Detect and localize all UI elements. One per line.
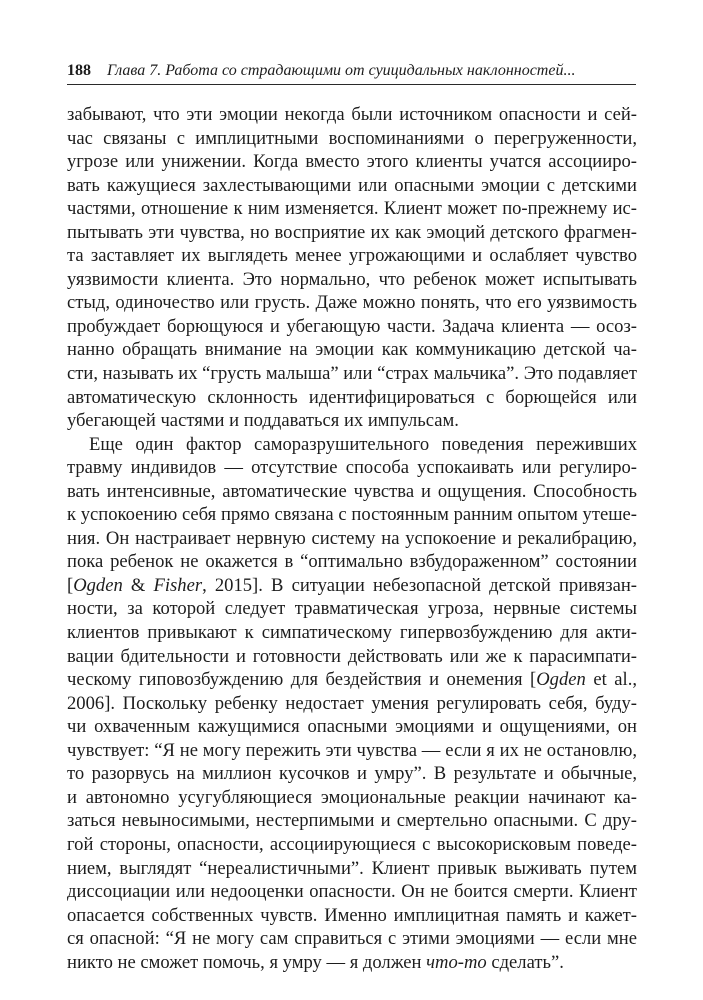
text-line: ния. Он настраивает нервную систему на успокоение и рекалибрацию,: [67, 527, 637, 549]
text-line: вать кажущиеся захлестывающими или опасными эмоции с детскими: [67, 174, 637, 196]
page-number: 188: [67, 62, 91, 79]
text-line: частями, отношение к ним изменяется. Клиент может по-прежнему ис-: [67, 198, 637, 220]
chapter-title: Глава 7. Работа со страдающими от суицидальных наклонностей...: [107, 62, 576, 79]
paragraph: [67, 103, 637, 433]
text-line: [Ogden & Fisher, 2015]. В ситуации небезопасной детской привязан-: [67, 574, 637, 596]
text-line: Еще один фактор саморазрушительного поведения переживших: [89, 433, 637, 455]
text-line: никто не сможет помочь, я умру — я должен что-то сделать”.: [67, 951, 564, 973]
text-line: нанно обращать внимание на эмоции как коммуникацию детской ча-: [67, 339, 637, 361]
text-line: заться невыносимыми, нестерпимыми и смертельно опасными. С дру-: [67, 810, 637, 832]
text-line: гой стороны, опасности, ассоциирующиеся с высокорисковым поведе-: [67, 833, 637, 855]
text-line: чувствует: “Я не могу пережить эти чувства — если я их не остановлю,: [67, 739, 637, 761]
text-line: диссоциации или недооценки опасности. Он не боится смерти. Клиент: [67, 881, 637, 903]
text-line: вации бдительности и готовности действовать или же к парасимпати-: [67, 645, 637, 667]
text-line: убегающей частями и поддаваться их импульсам.: [67, 410, 459, 432]
text-line: то разорвусь на миллион кусочков и умру”. В результате и обычные,: [67, 763, 637, 785]
paragraph: [67, 433, 637, 975]
body-text: [67, 103, 637, 974]
text-line: ческому гиповозбуждению для бездействия и онемения [Ogden et al.,: [67, 669, 637, 691]
text-line: вать интенсивные, автоматические чувства и ощущения. Способность: [67, 480, 637, 502]
text-line: ся опасной: “Я не могу сам справиться с этими эмоциями — если мне: [67, 928, 637, 950]
text-line: к успокоению себя прямо связана с постоянным ранним опытом утеше-: [67, 504, 637, 526]
text-line: 2006]. Поскольку ребенку недостает умения регулировать себя, буду-: [67, 692, 637, 714]
text-line: травму индивидов — отсутствие способа успокаивать или регулиро-: [67, 457, 637, 479]
text-line: ности, за которой следует травматическая угроза, нервные системы: [67, 598, 637, 620]
text-line: клиентов привыкают к симпатическому гипервозбуждению для акти-: [67, 622, 637, 644]
text-line: и автономно усугубляющиеся эмоциональные реакции начинают ка-: [67, 786, 637, 808]
text-line: нием, выглядят “нереалистичными”. Клиент привык выживать путем: [67, 857, 637, 879]
text-line: та заставляет их выглядеть менее угрожающими и ослабляет чувство: [67, 245, 637, 267]
running-head: [67, 60, 636, 85]
text-line: опасается собственных чувств. Именно имплицитная память и кажет-: [67, 904, 637, 926]
text-line: час связаны с имплицитными воспоминаниями о перегруженности,: [67, 127, 637, 149]
text-line: забывают, что эти эмоции некогда были источником опасности и сей-: [67, 104, 637, 125]
text-line: сти, называть их “грусть малыша” или “страх мальчика”. Это подавляет: [67, 363, 637, 385]
text-line: стыд, одиночество или грусть. Даже можно понять, что его уязвимость: [67, 292, 637, 314]
text-line: чи охваченным кажущимися опасными эмоциями и ощущениями, он: [67, 716, 637, 738]
text-line: пытывать эти чувства, но восприятие их как эмоций детского фрагмен-: [67, 221, 637, 243]
text-line: пока ребенок не окажется в “оптимально взбудораженном” состоянии: [67, 551, 637, 573]
text-line: угрозе или унижении. Когда вместо этого клиенты учатся ассоцииро-: [67, 151, 637, 173]
text-line: автоматическую склонность идентифицироваться с борющейся или: [67, 386, 637, 408]
text-line: уязвимости клиента. Это нормально, что ребенок может испытывать: [67, 268, 637, 290]
text-line: пробуждает борющуюся и убегающую части. Задача клиента — осоз-: [67, 315, 637, 337]
